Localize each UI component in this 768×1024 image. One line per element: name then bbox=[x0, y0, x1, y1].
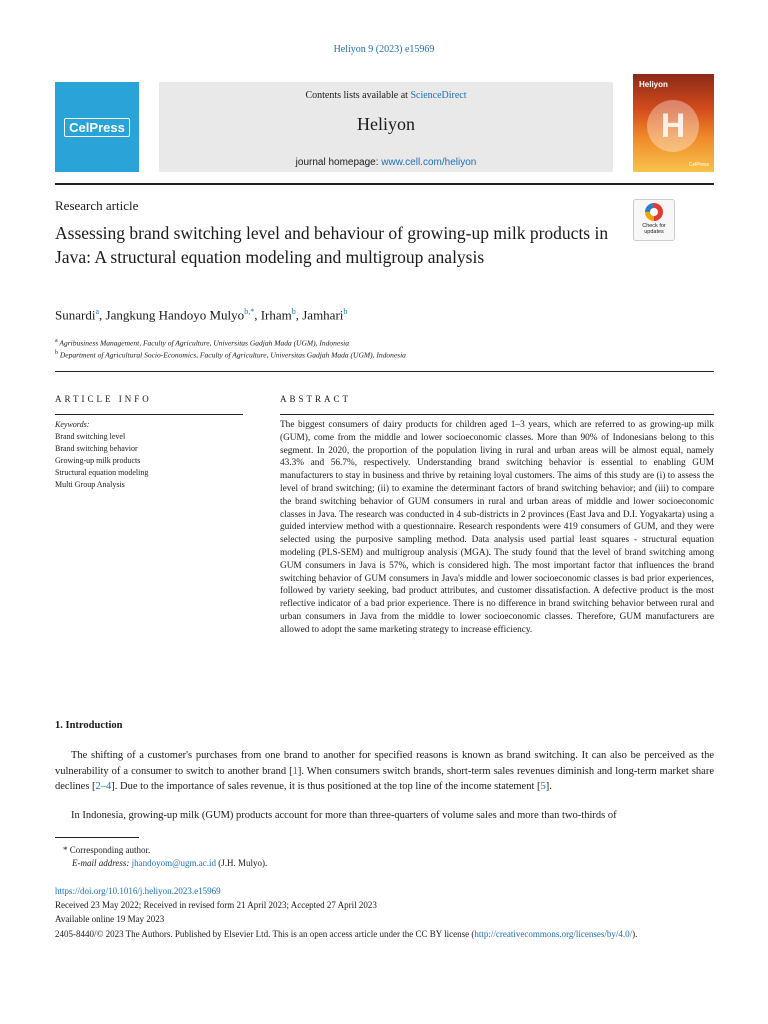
introduction-paragraph: In Indonesia, growing-up milk (GUM) products account for more than three-quarters of volume sales and more than two-thirds of bbox=[71, 810, 617, 821]
contents-line bbox=[159, 90, 613, 101]
sciencedirect-link[interactable]: ScienceDirect bbox=[410, 90, 467, 101]
header-divider bbox=[55, 183, 714, 185]
cellpress-logo-text: CelPress bbox=[64, 118, 130, 137]
journal-citation-link[interactable]: Heliyon 9 (2023) e15969 bbox=[333, 44, 435, 55]
email-footnote: E-mail address: jhandoyom@ugm.ac.id (J.H. Mulyo). bbox=[72, 858, 268, 868]
footnote-divider bbox=[55, 837, 139, 838]
abstract-body: The biggest consumers of dairy products for children aged 1–3 years, which are referred to as growing-up milk (GUM), come from the middle and lower socioeconomic classes. More than 90% of Indonesians belong to this segment. In 2020, the proportion of the population living in rural and urban areas will be almost equal, namely 43.3% and 56.7%, respectively. Understanding brand switching behavior is essential to enabling GUM manufacturers to stay in business and thrive by retaining loyal customers. The aims of this study are (i) to assess the level of brand switching; (ii) to examine the determinant factors of brand switching behavior; and (iii) to compare the brand switching behavior of GUM consumers in rural and urban areas of middle and lower socioeconomic classes in Java. The research was conducted in 4 sub-districts in 2 provinces (East Java and D.I. Yogyakarta) using a guided interview method with a questionnaire. Research respondents were 419 consumers of GUM, and they were selected using the purposive sampling method. Data analysis used partial least squares - structural equation modeling (PLS-SEM) and multigroup analysis (MGA). The study found that the level of brand switching among GUM consumers in Java is 57%, which is considered high. The most important factor that influences the brand switching behavior of GUM consumers in Java's middle and lower socioeconomic classes is bad prior experiences, followed by variety seeking, bad product attributes, and customer dissatisfaction. A defective product is the most reflective indicator of a bad prior experience. There is no difference in brand switching behavior between rural and urban consumers in Java from the middle to lower socioeconomic classes. Therefore, GUM manufacturers are allowed to adopt the same marketing strategy to increase efficiency. bbox=[280, 420, 714, 635]
section-divider bbox=[55, 371, 714, 372]
license-link[interactable]: http://creativecommons.org/licenses/by/4.0/ bbox=[474, 929, 633, 939]
article-type: Research article bbox=[55, 198, 139, 213]
cover-publisher: CelPress bbox=[688, 162, 709, 168]
author-name[interactable]: Jangkung Handoyo Mulyo bbox=[105, 307, 245, 323]
journal-homepage-link[interactable]: www.cell.com/heliyon bbox=[381, 157, 477, 168]
keyword: Brand switching behavior bbox=[55, 444, 138, 453]
author-name[interactable]: Irham bbox=[260, 307, 292, 323]
keyword: Growing-up milk products bbox=[55, 456, 141, 465]
keywords-list bbox=[55, 419, 245, 491]
author-name[interactable]: Sunardi bbox=[55, 307, 96, 323]
keywords-label: Keywords: bbox=[55, 420, 90, 429]
article-info-heading: ARTICLE INFO bbox=[55, 394, 152, 404]
introduction-heading: 1. Introduction bbox=[55, 720, 123, 731]
keywords-divider bbox=[55, 414, 243, 415]
author-list: Sunardi$^a$, Jangkung Handoyo Mulyo$^{b,*}$, Irham$^b$, Jamhari$^b$ bbox=[55, 307, 348, 323]
author-email-link[interactable]: jhandoyom@ugm.ac.id bbox=[131, 858, 216, 868]
available-online-date: Available online 19 May 2023 bbox=[55, 914, 165, 924]
check-updates-icon bbox=[645, 203, 663, 221]
check-updates-label: Check for updates bbox=[642, 223, 666, 235]
cellpress-logo bbox=[55, 82, 139, 172]
author-name[interactable]: Jamhari bbox=[302, 307, 344, 323]
abstract-heading: ABSTRACT bbox=[280, 394, 352, 404]
affiliation-a: $^a$ Agribusiness Management, Faculty of Agriculture, Universitas Gadjah Mada (UGM), Indonesia bbox=[55, 338, 349, 348]
received-dates: Received 23 May 2022; Received in revised form 21 April 2023; Accepted 27 April 2023 bbox=[55, 900, 377, 910]
article-title: Assessing brand switching level and behaviour of growing-up milk products in Java: A structural equation modeling and multigroup analysis bbox=[55, 223, 609, 267]
citation-link[interactable]: 1 bbox=[292, 765, 298, 777]
journal-name: Heliyon bbox=[357, 114, 415, 134]
citation-link[interactable]: 2–4 bbox=[95, 781, 112, 792]
check-for-updates-button[interactable] bbox=[633, 199, 675, 241]
citation-link[interactable]: 5 bbox=[540, 781, 546, 792]
doi-link[interactable]: https://doi.org/10.1016/j.heliyon.2023.e15969 bbox=[55, 886, 221, 896]
journal-cover-image bbox=[633, 74, 714, 172]
license-statement: 2405-8440/© 2023 The Authors. Published by Elsevier Ltd. This is an open access article under the CC BY license (http://creativecommons.org/licenses/by/4.0/). bbox=[55, 929, 638, 939]
author-affiliation-marker[interactable]: a bbox=[95, 307, 100, 316]
cover-title: Heliyon bbox=[639, 80, 668, 89]
author-affiliation-marker[interactable]: b bbox=[291, 307, 296, 316]
introduction-paragraph: The shifting of a customer's purchases from one brand to another for specified reasons is known as brand switching. It can also be perceived as the vulnerability of a consumer to switch to another brand [1]. When consumers switch brands, short-term sales revenues diminish and long-term market share declines [2–4]. Due to the importance of sales revenue, it is thus positioned at the top line of the income statement [5]. bbox=[55, 750, 714, 792]
author-affiliation-marker[interactable]: b bbox=[343, 307, 348, 316]
homepage-prefix: journal homepage: bbox=[295, 157, 382, 168]
keyword: Brand switching level bbox=[55, 432, 126, 441]
affiliation-b: $^b$ Department of Agricultural Socio-Economics, Faculty of Agriculture, Universitas Gadjah Mada (UGM), Indonesia bbox=[55, 350, 406, 360]
corresponding-author-note: * Corresponding author. bbox=[63, 845, 151, 855]
homepage-line bbox=[159, 157, 613, 168]
author-affiliation-marker[interactable]: b,* bbox=[244, 307, 255, 316]
cover-emblem: H bbox=[647, 100, 699, 152]
keyword: Multi Group Analysis bbox=[55, 480, 125, 489]
journal-masthead bbox=[159, 82, 613, 172]
keyword: Structural equation modeling bbox=[55, 468, 149, 477]
abstract-divider bbox=[280, 414, 714, 415]
contents-prefix: Contents lists available at bbox=[305, 90, 411, 101]
